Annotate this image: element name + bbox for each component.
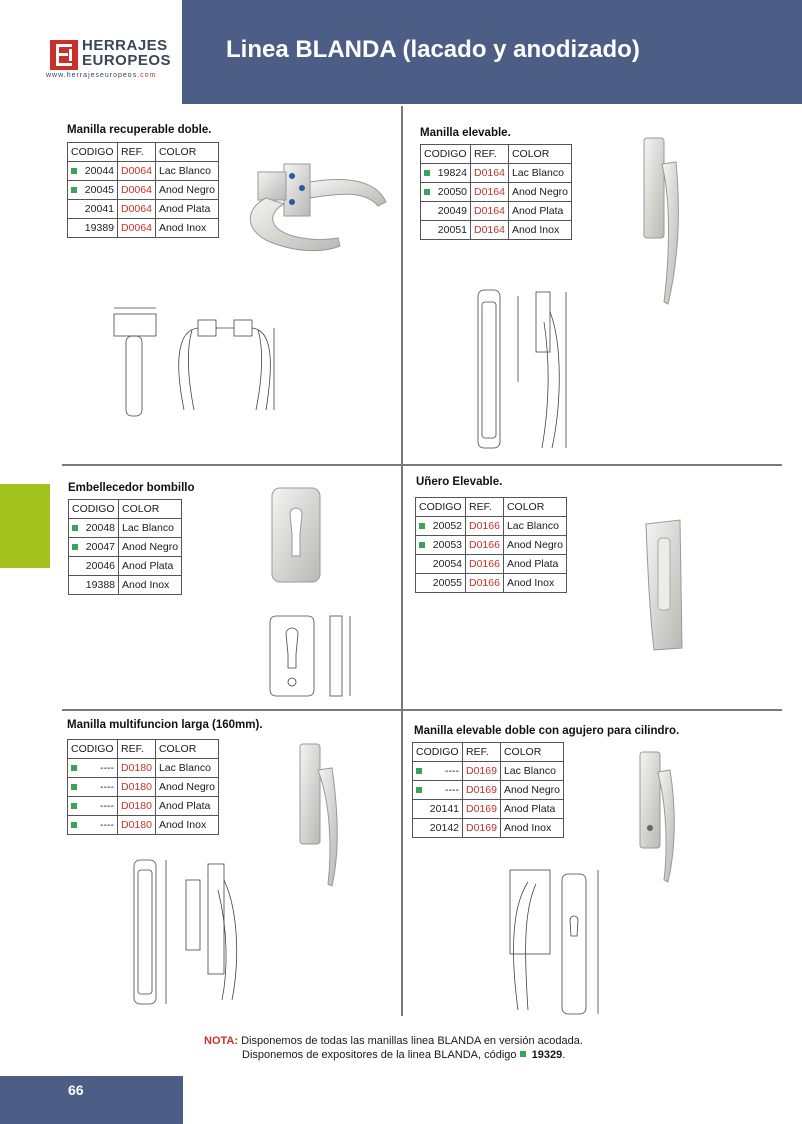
table-row <box>416 574 567 593</box>
code-cell: ---- <box>68 759 118 778</box>
logo-name: HERRAJES EUROPEOS <box>82 37 172 69</box>
color-cell: Anod Negro <box>503 536 566 555</box>
marker-icon <box>72 544 78 550</box>
color-cell: Lac Blanco <box>508 164 571 183</box>
table-row <box>69 538 182 557</box>
marker-icon <box>419 542 425 548</box>
table-row <box>413 800 564 819</box>
double-handle-drawing <box>104 300 284 420</box>
code-cell: 20046 <box>69 557 119 576</box>
escutcheon-drawing <box>266 606 362 698</box>
color-cell: Anod Plata <box>155 200 218 219</box>
column-header: REF. <box>471 145 509 164</box>
table-header-row <box>416 498 567 517</box>
column-header: CODIGO <box>68 740 118 759</box>
ref-cell: D0164 <box>471 202 509 221</box>
logo-mark <box>50 40 78 70</box>
lift-handle-drawing <box>466 282 576 452</box>
code-cell: 19388 <box>69 576 119 595</box>
ref-cell: D0169 <box>463 762 501 781</box>
marker-icon <box>72 525 78 531</box>
marker-icon <box>424 189 430 195</box>
table-row <box>421 164 572 183</box>
code-cell: 20055 <box>416 574 466 593</box>
page-number: 66 <box>68 1082 84 1098</box>
color-cell: Anod Plata <box>119 557 182 576</box>
code-cell: 20141 <box>413 800 463 819</box>
code-cell: ---- <box>413 762 463 781</box>
marker-icon <box>416 768 422 774</box>
code-cell: 20054 <box>416 555 466 574</box>
page-title: Linea BLANDA (lacado y anodizado) <box>226 36 640 63</box>
ref-cell: D0166 <box>466 517 504 536</box>
code-cell: 20047 <box>69 538 119 557</box>
code-cell: 20048 <box>69 519 119 538</box>
table-row <box>416 555 567 574</box>
pull-handle-photo <box>640 518 690 652</box>
table-row <box>69 519 182 538</box>
table-row <box>416 536 567 555</box>
marker-icon <box>71 765 77 771</box>
code-cell: 20051 <box>421 221 471 240</box>
table-row <box>421 202 572 221</box>
code-cell: ---- <box>68 778 118 797</box>
spec-table <box>415 497 567 593</box>
marker-icon <box>71 784 77 790</box>
color-cell: Lac Blanco <box>155 162 218 181</box>
vertical-divider <box>401 106 403 1016</box>
marker-icon <box>424 170 430 176</box>
ref-cell: D0064 <box>118 162 156 181</box>
section-title: Manilla elevable doble con agujero para cilindro. <box>414 725 680 737</box>
green-side-tab <box>0 484 50 568</box>
marker-icon <box>71 822 77 828</box>
column-header: COLOR <box>119 500 182 519</box>
ref-cell: D0166 <box>466 574 504 593</box>
ref-cell: D0164 <box>471 164 509 183</box>
ref-cell: D0169 <box>463 819 501 838</box>
code-cell: 20052 <box>416 517 466 536</box>
marker-icon <box>71 187 77 193</box>
color-cell: Anod Negro <box>119 538 182 557</box>
escutcheon-photo <box>268 486 324 584</box>
marker-icon <box>416 787 422 793</box>
table-row <box>68 200 219 219</box>
column-header: REF. <box>118 740 156 759</box>
code-cell: 19824 <box>421 164 471 183</box>
column-header: CODIGO <box>421 145 471 164</box>
color-cell: Anod Inox <box>508 221 571 240</box>
color-cell: Anod Inox <box>503 574 566 593</box>
table-row <box>68 778 219 797</box>
color-cell: Anod Plata <box>500 800 563 819</box>
table-row <box>68 219 219 238</box>
color-cell: Anod Plata <box>503 555 566 574</box>
cylinder-handle-photo <box>636 748 686 888</box>
ref-cell: D0180 <box>118 759 156 778</box>
color-cell: Anod Inox <box>155 816 218 835</box>
ref-cell: D0166 <box>466 536 504 555</box>
ref-cell: D0164 <box>471 221 509 240</box>
color-cell: Anod Inox <box>119 576 182 595</box>
section-title: Uñero Elevable. <box>416 476 503 488</box>
footer-band <box>0 1076 183 1124</box>
long-handle-photo <box>296 740 350 890</box>
column-header: COLOR <box>500 743 563 762</box>
table-row <box>69 557 182 576</box>
ref-cell: D0180 <box>118 816 156 835</box>
ref-cell: D0064 <box>118 219 156 238</box>
code-cell: 20044 <box>68 162 118 181</box>
marker-icon <box>520 1051 526 1057</box>
code-cell: ---- <box>68 797 118 816</box>
column-header: COLOR <box>155 740 218 759</box>
spec-table <box>68 499 182 595</box>
spec-table <box>412 742 564 838</box>
column-header: COLOR <box>155 143 218 162</box>
color-cell: Anod Negro <box>500 781 563 800</box>
spec-table <box>420 144 572 240</box>
table-row <box>68 162 219 181</box>
column-header: CODIGO <box>69 500 119 519</box>
section-title: Embellecedor bombillo <box>68 482 195 494</box>
table-row <box>413 819 564 838</box>
section-title: Manilla elevable. <box>420 127 511 139</box>
table-header-row <box>421 145 572 164</box>
ref-cell: D0064 <box>118 181 156 200</box>
color-cell: Anod Inox <box>500 819 563 838</box>
horizontal-divider-1 <box>62 464 782 466</box>
column-header: CODIGO <box>68 143 118 162</box>
section-title: Manilla recuperable doble. <box>67 124 212 136</box>
code-cell: 20053 <box>416 536 466 555</box>
color-cell: Anod Negro <box>155 181 218 200</box>
ref-cell: D0169 <box>463 781 501 800</box>
table-row <box>421 221 572 240</box>
table-row <box>416 517 567 536</box>
lift-handle-photo <box>636 134 696 314</box>
marker-icon <box>71 168 77 174</box>
marker-icon <box>71 803 77 809</box>
code-cell: 20041 <box>68 200 118 219</box>
section-title: Manilla multifuncion larga (160mm). <box>67 719 263 731</box>
spec-table <box>67 739 219 835</box>
color-cell: Lac Blanco <box>500 762 563 781</box>
color-cell: Anod Plata <box>508 202 571 221</box>
code-cell: ---- <box>413 781 463 800</box>
column-header: CODIGO <box>413 743 463 762</box>
color-cell: Lac Blanco <box>155 759 218 778</box>
double-handle-photo <box>236 158 396 268</box>
column-header: REF. <box>466 498 504 517</box>
color-cell: Lac Blanco <box>503 517 566 536</box>
code-cell: 20049 <box>421 202 471 221</box>
cylinder-handle-drawing <box>500 860 610 1018</box>
ref-cell: D0180 <box>118 797 156 816</box>
ref-cell: D0164 <box>471 183 509 202</box>
table-row <box>413 762 564 781</box>
table-header-row <box>68 740 219 759</box>
color-cell: Anod Negro <box>155 778 218 797</box>
column-header: COLOR <box>508 145 571 164</box>
column-header: REF. <box>118 143 156 162</box>
table-header-row <box>69 500 182 519</box>
horizontal-divider-2 <box>62 709 782 711</box>
table-row <box>421 183 572 202</box>
ref-cell: D0166 <box>466 555 504 574</box>
code-cell: 20045 <box>68 181 118 200</box>
ref-cell: D0064 <box>118 200 156 219</box>
color-cell: Anod Negro <box>508 183 571 202</box>
table-row <box>69 576 182 595</box>
ref-cell: D0180 <box>118 778 156 797</box>
column-header: COLOR <box>503 498 566 517</box>
logo-url: www.herrajeseuropeos.com <box>46 72 157 79</box>
spec-table <box>67 142 219 238</box>
table-row <box>68 759 219 778</box>
long-handle-drawing <box>128 850 248 1010</box>
column-header: REF. <box>463 743 501 762</box>
color-cell: Anod Inox <box>155 219 218 238</box>
table-header-row <box>413 743 564 762</box>
code-cell: 19389 <box>68 219 118 238</box>
table-row <box>413 781 564 800</box>
color-cell: Lac Blanco <box>119 519 182 538</box>
color-cell: Anod Plata <box>155 797 218 816</box>
marker-icon <box>419 523 425 529</box>
table-row <box>68 816 219 835</box>
code-cell: 20142 <box>413 819 463 838</box>
footnote: NOTA: Disponemos de todas las manillas linea BLANDA en versión acodada. Disponemos de expositores de la linea BLANDA, código 19329. <box>204 1035 583 1061</box>
table-header-row <box>68 143 219 162</box>
ref-cell: D0169 <box>463 800 501 819</box>
column-header: CODIGO <box>416 498 466 517</box>
table-row <box>68 797 219 816</box>
code-cell: ---- <box>68 816 118 835</box>
brand-logo <box>46 36 182 86</box>
code-cell: 20050 <box>421 183 471 202</box>
table-row <box>68 181 219 200</box>
